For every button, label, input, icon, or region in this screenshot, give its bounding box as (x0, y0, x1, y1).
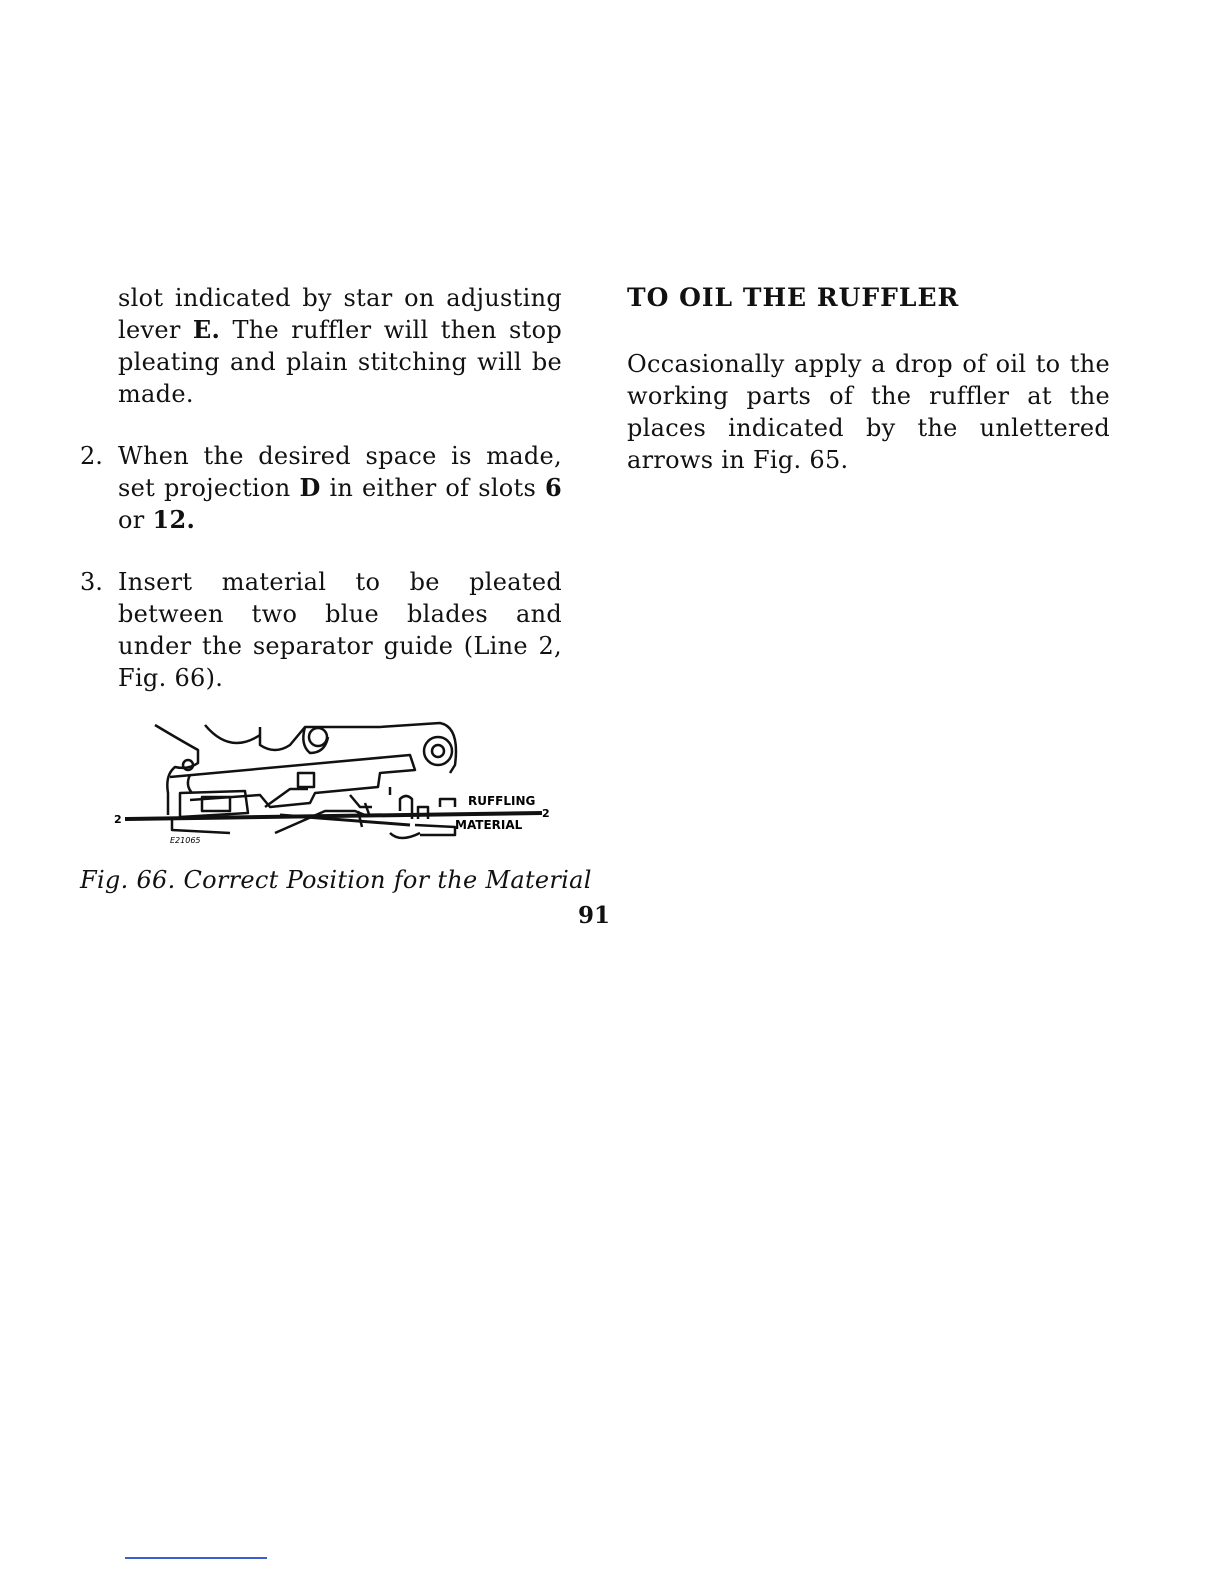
continuation-text-1: slot indicated by star on adjusting lever (118, 284, 562, 344)
item2-text-1: When the desired space is made, set projection (118, 442, 562, 502)
line-label-left: 2 (114, 813, 122, 826)
slot-number-12: 12. (152, 505, 196, 534)
footer-rule (125, 1557, 267, 1559)
slot-number-6: 6 (545, 473, 562, 502)
projection-letter: D (299, 473, 321, 502)
line-label-right: 2 (542, 807, 550, 820)
ruffler-illustration (110, 715, 560, 855)
section-heading: TO OIL THE RUFFLER (627, 283, 960, 312)
continuation-text-2: The ruffler will then stop pleating and plain stitching will be made. (118, 316, 562, 408)
list-item-2 (80, 440, 562, 536)
lever-letter: E. (192, 315, 221, 344)
item2-or: or (118, 506, 153, 534)
list-item-text (118, 440, 562, 536)
list-number: 2. (80, 442, 103, 470)
continuation-paragraph (80, 282, 562, 410)
right-column (627, 282, 1110, 476)
list-number: 3. (80, 568, 103, 596)
ruffling-label: RUFFLING (468, 794, 536, 808)
list-item-text: Insert material to be pleated between two blue blades and under the separator guide (Line 2, Fig. 66). (118, 568, 562, 692)
figure-code: E21065 (170, 836, 201, 845)
section-paragraph: Occasionally apply a drop of oil to the working parts of the ruffler at the places indicated by the unlettered arrows in Fig. 65. (627, 350, 1110, 474)
item2-text-2: in either of slots (320, 474, 545, 502)
page-number: 91 (578, 902, 611, 929)
list-item-3 (80, 566, 562, 694)
left-column (80, 282, 562, 694)
material-label: MATERIAL (455, 818, 523, 832)
figure-caption: Fig. 66. Correct Position for the Material (80, 866, 592, 894)
